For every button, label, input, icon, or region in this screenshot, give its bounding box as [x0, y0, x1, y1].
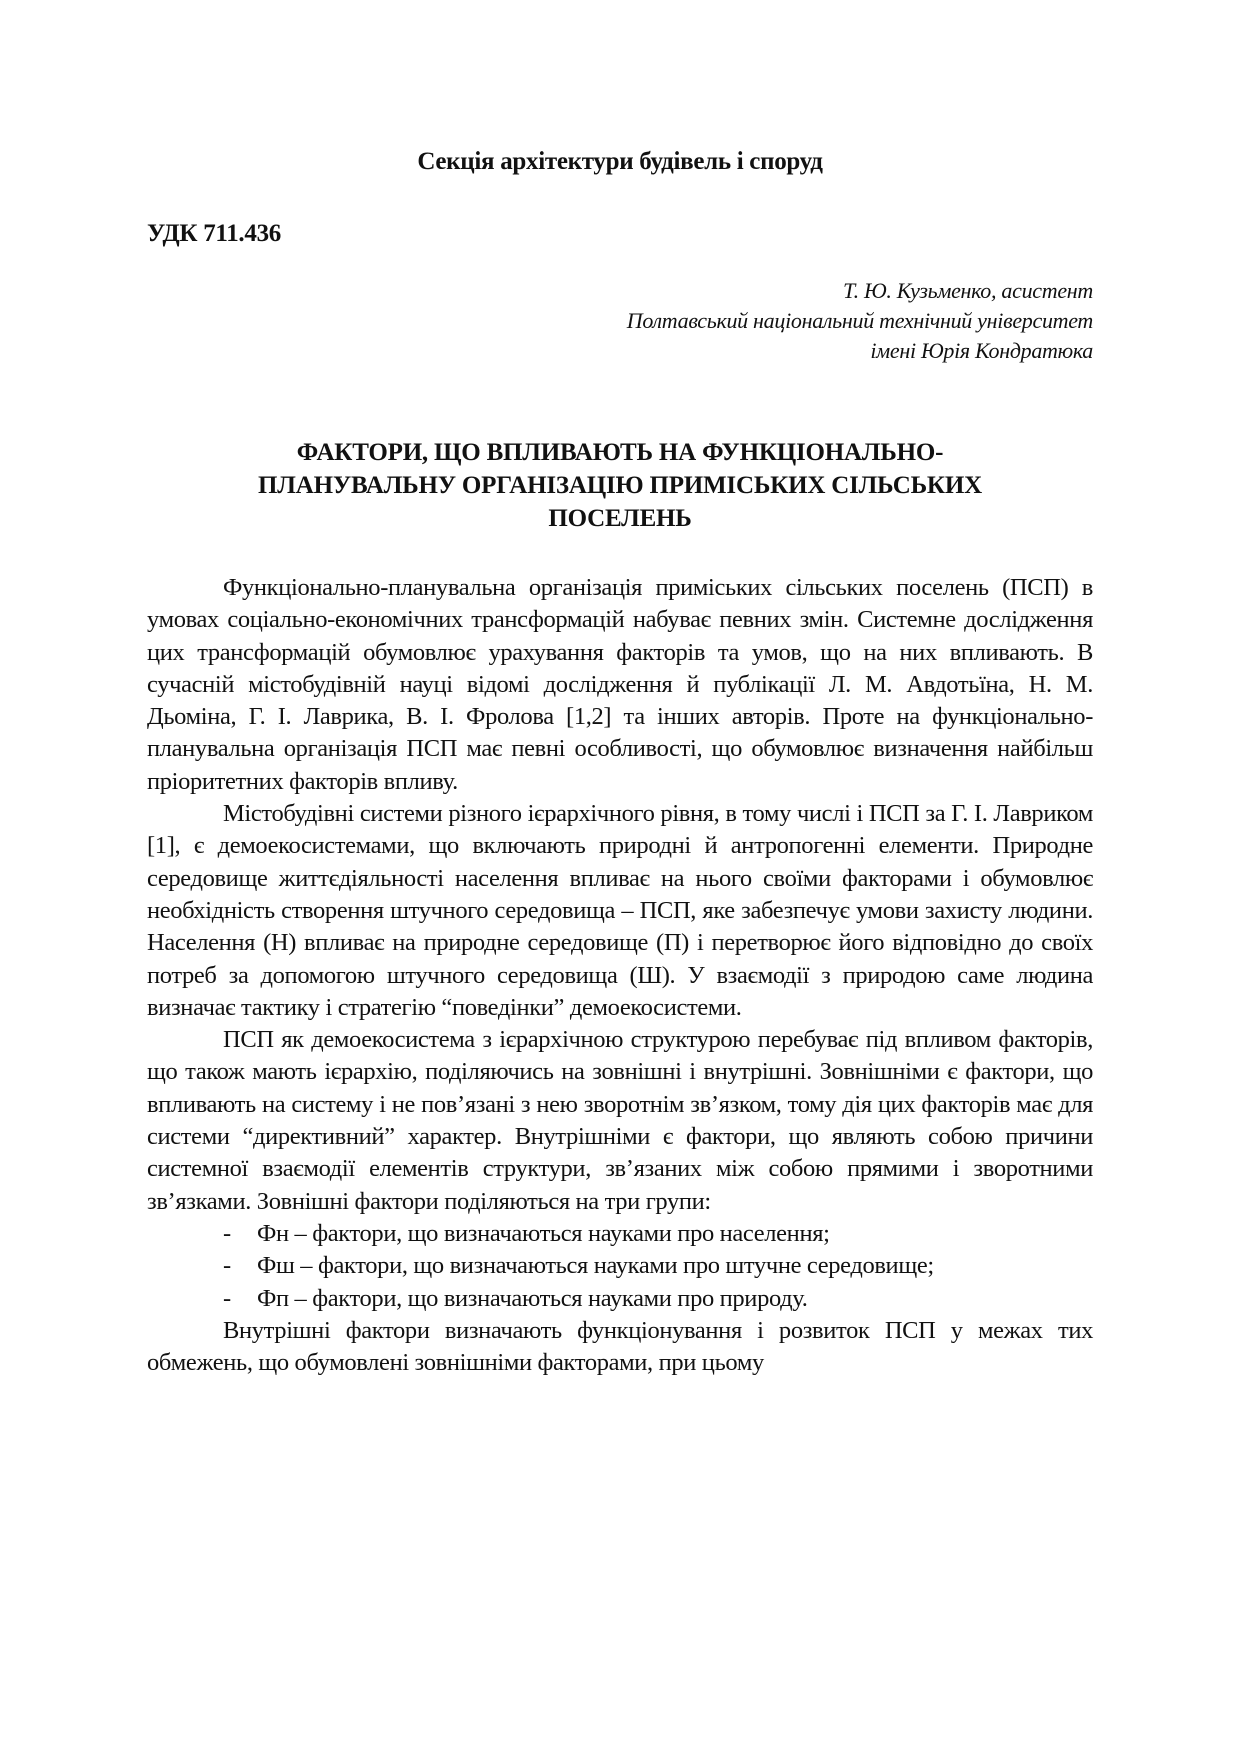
external-factors-list [147, 1218, 1093, 1315]
article-title [147, 436, 1093, 535]
author-institution-line1: Полтавський національний технічний університет [626, 308, 1093, 333]
list-dash: - [223, 1284, 231, 1312]
author-institution-line2: імені Юрія Кондратюка [870, 338, 1093, 363]
list-item-text: Фп – фактори, що визначаються науками про природу. [257, 1284, 808, 1312]
list-item [147, 1218, 1093, 1250]
list-item [147, 1283, 1093, 1315]
list-item-text: Фш – фактори, що визначаються науками про штучне середовище; [257, 1252, 934, 1280]
author-name-position: Т. Ю. Кузьменко, асистент [843, 278, 1093, 303]
list-dash: - [223, 1219, 231, 1247]
section-heading: Секція архітектури будівель і споруд [417, 148, 823, 175]
paragraph-internal-factors: Внутрішні фактори визначають функціонування і розвиток ПСП у межах тих обмежень, що обумовлені зовнішніми факторами, при цьому [147, 1316, 1093, 1377]
article-title-line2: ПЛАНУВАЛЬНУ ОРГАНІЗАЦІЮ ПРИМІСЬКИХ СІЛЬСЬКИХ [258, 472, 982, 499]
article-body [147, 572, 1093, 1379]
paragraph-demoecosystems: Містобудівні системи різного ієрархічного рівня, в тому числі і ПСП за Г. І. Лавриком [1], є демоекосистемами, що включають природні й антропогенні елементи. Природне середовище життєдіяльності населення впливає на нього своїми факторами і обумовлює необхідність створення штучного середовища – ПСП, яке забезпечує умови захисту людини. Населення (Н) впливає на природне середовище (П) і перетворює його відповідно до своїх потреб за допомогою штучного середовища (Ш). У взаємодії з природою саме людина визначає тактику і стратегію “поведінки” демоекосистеми. [147, 800, 1093, 1021]
author-block [627, 276, 1093, 366]
article-title-line3: ПОСЕЛЕНЬ [548, 505, 692, 532]
paragraph-factors: ПСП як демоекосистема з ієрархічною структурою перебуває під впливом факторів, що також мають ієрархію, поділяючись на зовнішні і внутрішні. Зовнішніми є фактори, що впливають на систему і не пов’язані з нею зворотнім зв’язком, тому дія цих факторів має для системи “директивний” характер. Внутрішніми є фактори, що являють собою причини системної взаємодії елементів структури, зв’язаних між собою прямими і зворотними зв’язками. Зовнішні фактори поділяються на три групи: [147, 1026, 1093, 1215]
udk-code: УДК 711.436 [147, 220, 281, 247]
paragraph-intro: Функціонально-планувальна організація приміських сільських поселень (ПСП) в умовах соціально-економічних трансформацій набуває певних змін. Системне дослідження цих трансформацій обумовлює урахування факторів та умов, що на них впливають. В сучасній містобудівній науці відомі дослідження й публікації Л. М. Авдотьїна, Н. М. Дьоміна, Г. І. Лаврика, В. І. Фролова [1,2] та інших авторів. Проте на функціонально-планувальна організація ПСП має певні особливості, що обумовлює визначення найбільш пріоритетних факторів впливу. [147, 574, 1093, 795]
list-item-text: Фн – фактори, що визначаються науками про населення; [257, 1219, 830, 1247]
list-item [147, 1250, 1093, 1282]
article-title-line1: ФАКТОРИ, ЩО ВПЛИВАЮТЬ НА ФУНКЦІОНАЛЬНО- [296, 439, 944, 466]
list-dash: - [223, 1252, 231, 1280]
